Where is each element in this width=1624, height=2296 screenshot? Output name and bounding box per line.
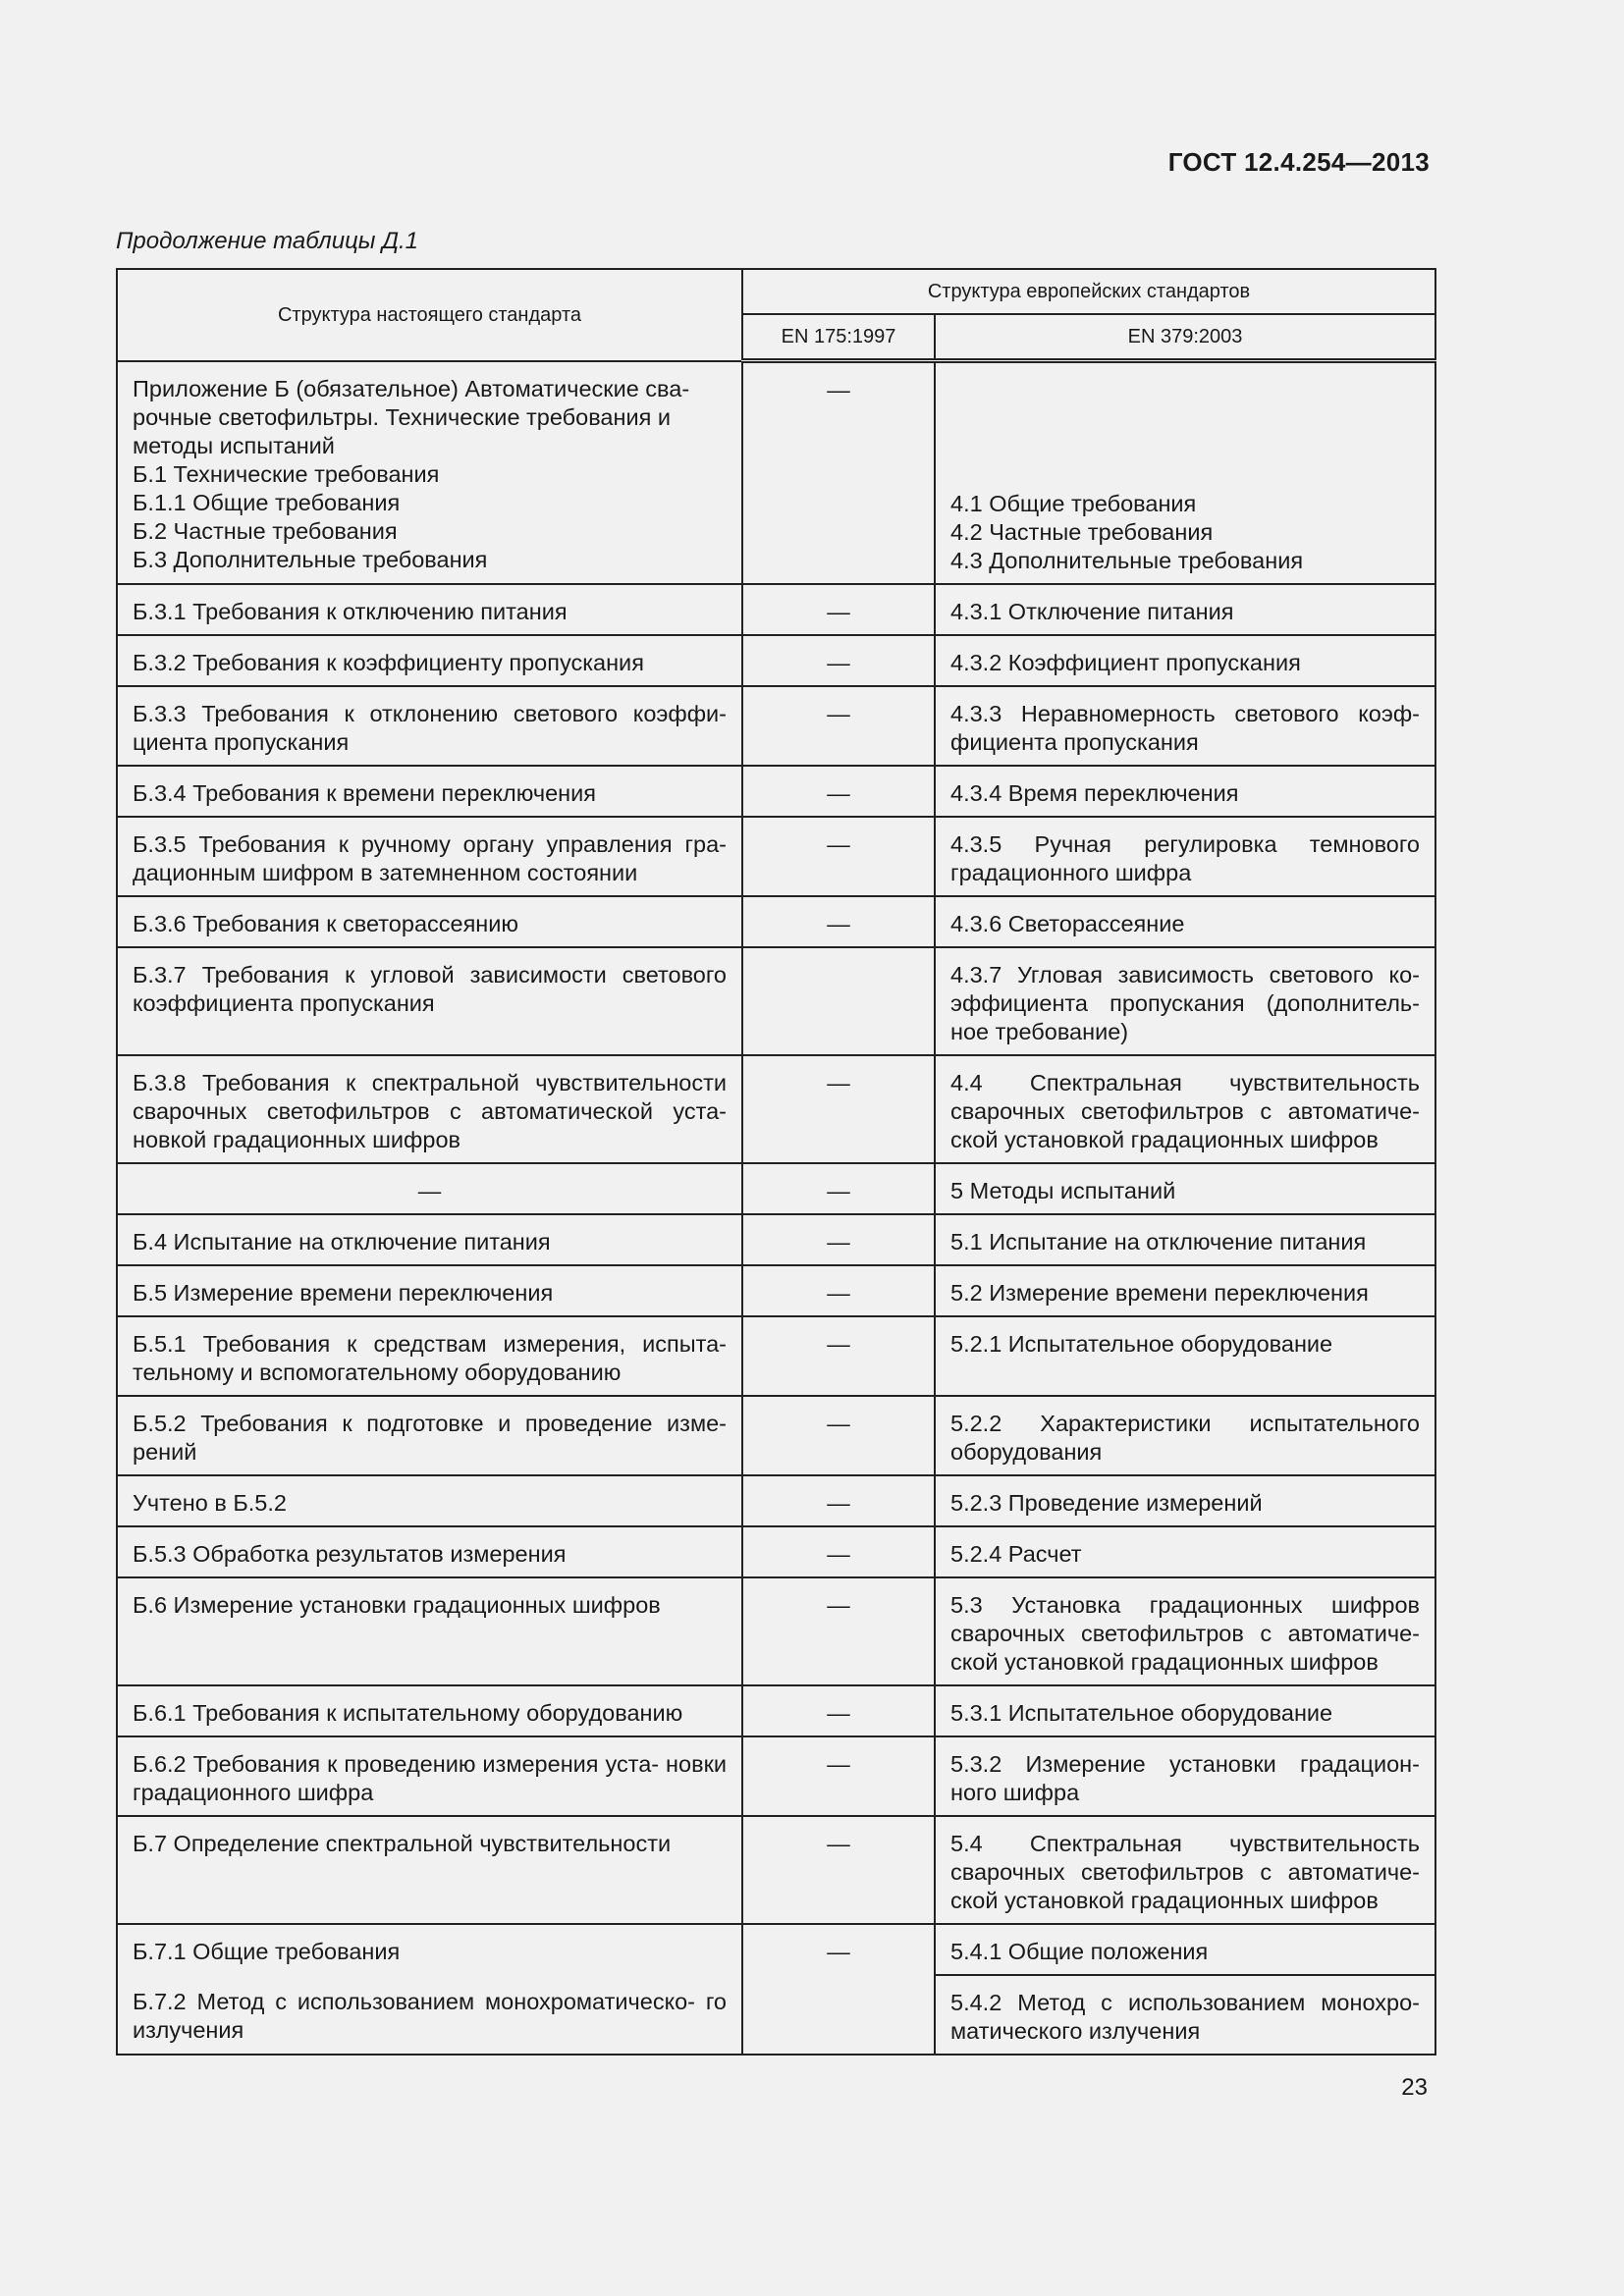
cell-line: 4.1 Общие требования bbox=[950, 491, 1197, 516]
table-row bbox=[117, 1316, 1435, 1396]
cell-en175: — bbox=[742, 1526, 935, 1577]
cell-en175: — bbox=[742, 1265, 935, 1316]
table-caption: Продолжение таблицы Д.1 bbox=[116, 228, 419, 254]
cell-en379: 4.3.7 Угловая зависимость светового ко- эффициента пропускания (дополнитель- ное требование) bbox=[935, 947, 1435, 1055]
cell-en379: 5.2.1 Испытательное оборудование bbox=[935, 1316, 1435, 1396]
cell-en175: — bbox=[742, 1055, 935, 1163]
cell-current: — bbox=[117, 1163, 742, 1214]
cell-current: Б.3.1 Требования к отключению питания bbox=[117, 584, 742, 635]
cell-en379: 4.4 Спектральная чувствительность сварочных светофильтров с автоматиче- ской установкой градационных шифров bbox=[935, 1055, 1435, 1163]
cell-current: Б.6 Измерение установки градационных шифров bbox=[117, 1577, 742, 1685]
cell-line: Приложение Б (обязательное) Автоматические сва- bbox=[133, 375, 690, 401]
cell-en379 bbox=[935, 361, 1435, 585]
table-row bbox=[117, 361, 1435, 585]
cell-en379: 5 Методы испытаний bbox=[935, 1163, 1435, 1214]
cell-en379: 4.3.4 Время переключения bbox=[935, 766, 1435, 817]
cell-en379: 5.1 Испытание на отключение питания bbox=[935, 1214, 1435, 1265]
table-row bbox=[117, 1163, 1435, 1214]
cell-en379: 4.3.6 Светорассеяние bbox=[935, 896, 1435, 947]
table-row bbox=[117, 1475, 1435, 1526]
cell-current bbox=[117, 361, 742, 585]
cell-current: Б.3.5 Требования к ручному органу управления гра- дационным шифром в затемненном состоянии bbox=[117, 817, 742, 896]
table-row bbox=[117, 1736, 1435, 1816]
cell-en175: — bbox=[742, 896, 935, 947]
cell-current: Б.6.1 Требования к испытательному оборудованию bbox=[117, 1685, 742, 1736]
cell-en175: — bbox=[742, 817, 935, 896]
cell-line: Б.2 Частные требования bbox=[133, 517, 398, 544]
cell-en175: — bbox=[742, 766, 935, 817]
cell-line: рочные светофильтры. Технические требования и bbox=[133, 403, 671, 430]
cell-en175: — bbox=[742, 361, 935, 585]
table-row bbox=[117, 1577, 1435, 1685]
cell-current: Б.7 Определение спектральной чувствительности bbox=[117, 1816, 742, 1924]
table-row bbox=[117, 1685, 1435, 1736]
cell-en379: 5.2.2 Характеристики испытательного оборудования bbox=[935, 1396, 1435, 1475]
cell-current: Учтено в Б.5.2 bbox=[117, 1475, 742, 1526]
cell-current: Б.3.2 Требования к коэффициенту пропускания bbox=[117, 635, 742, 686]
cell-en175: — bbox=[742, 1316, 935, 1396]
table-row bbox=[117, 1816, 1435, 1924]
cell-current: Б.3.7 Требования к угловой зависимости светового коэффициента пропускания bbox=[117, 947, 742, 1055]
cell-en175: — bbox=[742, 1163, 935, 1214]
cell-line: Б.3 Дополнительные требования bbox=[133, 546, 488, 572]
table-row bbox=[117, 686, 1435, 766]
cell-current: Б.5.1 Требования к средствам измерения, испыта- тельному и вспомогательному оборудованию bbox=[117, 1316, 742, 1396]
table-row bbox=[117, 896, 1435, 947]
cell-en175: — bbox=[742, 1816, 935, 1924]
cell-en379: 5.3.2 Измерение установки градацион- ного шифра bbox=[935, 1736, 1435, 1816]
page-number: 23 bbox=[1401, 2074, 1428, 2101]
cell-current: Б.3.6 Требования к светорассеянию bbox=[117, 896, 742, 947]
table-body bbox=[117, 584, 1435, 1924]
cell-en379: 4.3.1 Отключение питания bbox=[935, 584, 1435, 635]
cell-en379: 5.2 Измерение времени переключения bbox=[935, 1265, 1435, 1316]
cell-current: Б.4 Испытание на отключение питания bbox=[117, 1214, 742, 1265]
table-row bbox=[117, 1526, 1435, 1577]
table-row bbox=[117, 635, 1435, 686]
cell-current: Б.7.2 Метод с использованием монохроматическо- го излучения bbox=[117, 1975, 742, 2055]
cell-current: Б.3.3 Требования к отклонению светового коэффи- циента пропускания bbox=[117, 686, 742, 766]
cell-en175: — bbox=[742, 1475, 935, 1526]
cell-en379: 5.3.1 Испытательное оборудование bbox=[935, 1685, 1435, 1736]
cell-en379: 4.3.5 Ручная регулировка темнового градационного шифра bbox=[935, 817, 1435, 896]
cell-current: Б.7.1 Общие требования bbox=[117, 1924, 742, 1975]
header-european-structure: Структура европейских стандартов bbox=[742, 269, 1435, 314]
cell-current: Б.6.2 Требования к проведению измерения уста- новки градационного шифра bbox=[117, 1736, 742, 1816]
cell-en379: 5.3 Установка градационных шифров сварочных светофильтров с автоматиче- ской установкой градационных шифров bbox=[935, 1577, 1435, 1685]
cell-current: Б.5.3 Обработка результатов измерения bbox=[117, 1526, 742, 1577]
table-row bbox=[117, 817, 1435, 896]
header-en175: EN 175:1997 bbox=[742, 314, 935, 361]
header-en379: EN 379:2003 bbox=[935, 314, 1435, 361]
table-row bbox=[117, 1265, 1435, 1316]
cell-en379: 4.3.2 Коэффициент пропускания bbox=[935, 635, 1435, 686]
table-row bbox=[117, 1055, 1435, 1163]
table-row bbox=[117, 1396, 1435, 1475]
cell-en379: 5.4.2 Метод с использованием монохро- матического излучения bbox=[935, 1975, 1435, 2055]
cell-en175: — bbox=[742, 1577, 935, 1685]
cell-line: 4.2 Частные требования bbox=[950, 519, 1214, 545]
cell-en379: 5.2.4 Расчет bbox=[935, 1526, 1435, 1577]
header-current-structure: Структура настоящего стандарта bbox=[117, 269, 742, 361]
cell-line: Б.1 Технические требования bbox=[133, 460, 440, 487]
cell-current: Б.5.2 Требования к подготовке и проведение изме- рений bbox=[117, 1396, 742, 1475]
table-row bbox=[117, 584, 1435, 635]
cell-current: Б.3.4 Требования к времени переключения bbox=[117, 766, 742, 817]
cell-en379: 4.3.3 Неравномерность светового коэф- фициента пропускания bbox=[935, 686, 1435, 766]
table-row bbox=[117, 947, 1435, 1055]
cell-en175: — bbox=[742, 1685, 935, 1736]
cell-line: методы испытаний bbox=[133, 432, 335, 458]
cell-en175: — bbox=[742, 1396, 935, 1475]
cell-line: Б.1.1 Общие требования bbox=[133, 489, 401, 515]
cell-en379: 5.2.3 Проведение измерений bbox=[935, 1475, 1435, 1526]
cell-en175: — bbox=[742, 1736, 935, 1816]
cell-en175: — bbox=[742, 1214, 935, 1265]
correspondence-table bbox=[116, 268, 1436, 2056]
cell-en175: — bbox=[742, 584, 935, 635]
table-row bbox=[117, 1924, 1435, 1975]
cell-line: 4.3 Дополнительные требования bbox=[950, 548, 1304, 573]
table-row bbox=[117, 1214, 1435, 1265]
cell-en175: — bbox=[742, 1924, 935, 2055]
cell-en379: 5.4 Спектральная чувствительность сварочных светофильтров с автоматиче- ской установкой градационных шифров bbox=[935, 1816, 1435, 1924]
cell-en379: 5.4.1 Общие положения bbox=[935, 1924, 1435, 1975]
table-row bbox=[117, 766, 1435, 817]
cell-en175: — bbox=[742, 635, 935, 686]
cell-en175 bbox=[742, 947, 935, 1055]
document-id: ГОСТ 12.4.254—2013 bbox=[1167, 147, 1430, 177]
cell-current: Б.3.8 Требования к спектральной чувствительности сварочных светофильтров с автоматической уста- новкой градационных шифров bbox=[117, 1055, 742, 1163]
cell-current: Б.5 Измерение времени переключения bbox=[117, 1265, 742, 1316]
table-last-group bbox=[117, 1924, 1435, 2055]
cell-en175: — bbox=[742, 686, 935, 766]
